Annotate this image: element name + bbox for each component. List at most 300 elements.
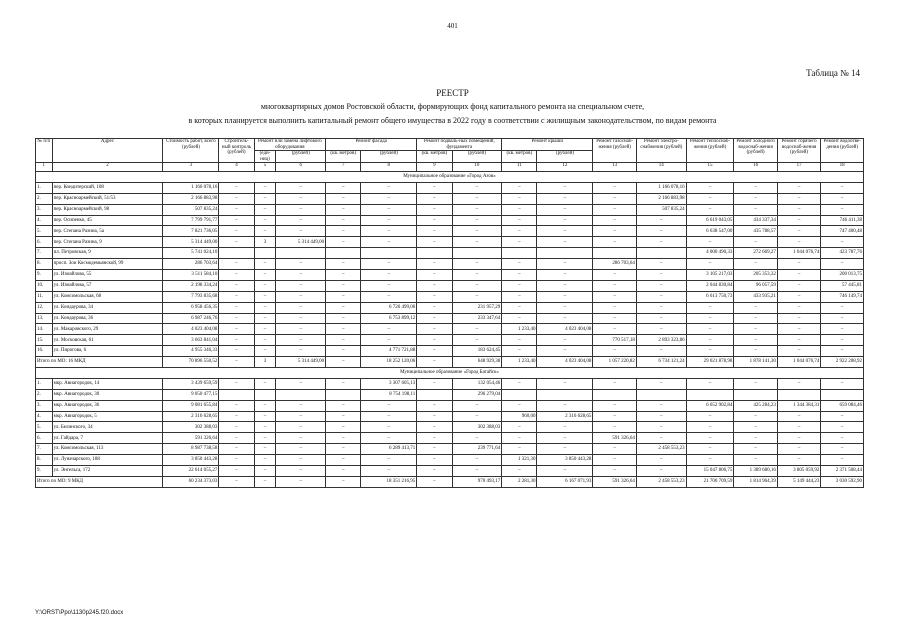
table-cell: –: [734, 335, 778, 346]
table-cell: –: [276, 324, 326, 335]
table-cell: 6 753 899,12: [361, 313, 417, 324]
table-row: [36, 291, 864, 302]
table-cell: 1.: [36, 378, 53, 389]
table-cell: –: [452, 433, 502, 444]
table-cell: –: [593, 378, 637, 389]
table-cell: –: [326, 193, 361, 204]
table-cell: 14.: [36, 324, 53, 335]
table-cell: –: [219, 324, 254, 335]
table-cell: –: [452, 335, 502, 346]
table-cell: –: [254, 302, 276, 313]
table-cell: 231 957,29: [452, 302, 502, 313]
table-cell: –: [821, 335, 864, 346]
total-cell: 1 044 076,74: [777, 357, 821, 368]
table-cell: –: [219, 433, 254, 444]
table-cell: –: [219, 422, 254, 433]
table-cell: –: [326, 204, 361, 215]
table-cell: [326, 389, 361, 400]
table-cell: –: [254, 444, 276, 455]
table-cell: –: [502, 378, 537, 389]
table-cell: –: [452, 204, 502, 215]
address-cell: ул. Энгельса, 172: [52, 466, 163, 477]
table-cell: –: [593, 204, 637, 215]
table-cell: –: [636, 422, 686, 433]
table-cell: –: [417, 313, 452, 324]
table-cell: –: [276, 335, 326, 346]
table-cell: –: [734, 455, 778, 466]
table-cell: –: [636, 433, 686, 444]
table-cell: –: [361, 280, 417, 291]
table-cell: –: [361, 291, 417, 302]
table-cell: –: [686, 422, 734, 433]
table-cell: –: [219, 346, 254, 357]
table-cell: –: [537, 182, 593, 193]
table-cell: –: [219, 226, 254, 237]
total-cell: –: [417, 476, 452, 487]
table-cell: 2 316 628,65: [163, 411, 219, 422]
table-cell: –: [219, 455, 254, 466]
table-cell: 6 289 413,71: [361, 444, 417, 455]
table-cell: [537, 248, 593, 259]
table-cell: –: [326, 182, 361, 193]
table-cell: –: [276, 455, 326, 466]
table-cell: 233 347,64: [452, 313, 502, 324]
table-cell: –: [417, 466, 452, 477]
table-cell: –: [254, 466, 276, 477]
header-address: Адрес: [52, 139, 163, 163]
table-cell: –: [636, 313, 686, 324]
table-cell: –: [254, 182, 276, 193]
table-cell: –: [361, 215, 417, 226]
table-cell: [777, 389, 821, 400]
table-cell: 5 741 024,10: [163, 248, 219, 259]
header-cold: Ремонт холодного водоснаб-жения (рублей): [734, 139, 778, 163]
table-cell: 1 389 680,16: [734, 466, 778, 477]
table-cell: –: [276, 291, 326, 302]
table-cell: –: [326, 422, 361, 433]
table-cell: 5.: [36, 422, 53, 433]
table-cell: –: [326, 302, 361, 313]
table-cell: –: [276, 204, 326, 215]
header-control: Строитель-ный контроль (рублей): [219, 139, 254, 163]
table-cell: 7 799 791,77: [163, 215, 219, 226]
table-cell: –: [636, 291, 686, 302]
table-cell: –: [326, 444, 361, 455]
table-cell: –: [777, 226, 821, 237]
header-facade-rub: (рублей): [361, 151, 417, 163]
table-cell: –: [254, 280, 276, 291]
table-cell: –: [502, 237, 537, 248]
table-row: [36, 346, 864, 357]
total-cell: –: [254, 476, 276, 487]
section-header-row: [36, 368, 864, 379]
table-cell: –: [276, 193, 326, 204]
table-cell: –: [417, 400, 452, 411]
table-cell: 3 663 841,04: [163, 335, 219, 346]
table-cell: –: [777, 237, 821, 248]
table-cell: 659 084,46: [821, 400, 864, 411]
table-cell: –: [686, 433, 734, 444]
header-basement: Ремонт подваль-ных помещений, фундамента: [417, 139, 502, 151]
table-cell: –: [326, 378, 361, 389]
table-cell: 15.: [36, 335, 53, 346]
table-cell: 3: [254, 237, 276, 248]
table-cell: –: [326, 215, 361, 226]
table-row: [36, 378, 864, 389]
table-cell: –: [593, 193, 637, 204]
table-cell: 15 047 806,75: [686, 466, 734, 477]
total-row: [36, 476, 864, 487]
table-cell: –: [326, 324, 361, 335]
table-row: [36, 433, 864, 444]
total-cell: 1 057 220,82: [593, 357, 637, 368]
table-cell: –: [821, 182, 864, 193]
table-label: Таблица № 14: [806, 68, 860, 78]
table-cell: –: [502, 204, 537, 215]
table-cell: 6 652 902,84: [686, 400, 734, 411]
table-cell: –: [326, 270, 361, 281]
address-cell: ул. Комсомольская, 113: [52, 444, 163, 455]
table-cell: 5.: [36, 226, 53, 237]
total-cell: 4 023 404,08: [537, 357, 593, 368]
table-cell: –: [636, 378, 686, 389]
table-cell: 2.: [36, 389, 53, 400]
table-cell: [219, 389, 254, 400]
table-cell: 10.: [36, 280, 53, 291]
table-cell: 6 613 750,73: [686, 291, 734, 302]
table-cell: –: [686, 259, 734, 270]
table-cell: –: [777, 215, 821, 226]
header-hot: Ремонт горячего водоснаб-жения (рублей): [777, 139, 821, 163]
table-cell: –: [686, 378, 734, 389]
table-cell: 183 624,45: [452, 346, 502, 357]
table-cell: –: [502, 270, 537, 281]
table-cell: 960,00: [502, 411, 537, 422]
table-cell: –: [219, 400, 254, 411]
table-row: [36, 248, 864, 259]
table-cell: –: [361, 193, 417, 204]
table-cell: –: [417, 411, 452, 422]
header-basement-m: (кв. метров): [417, 151, 452, 163]
table-cell: –: [537, 291, 593, 302]
table-row: [36, 259, 864, 270]
table-cell: 3.: [36, 400, 53, 411]
table-cell: –: [686, 335, 734, 346]
column-number: 9: [417, 163, 452, 172]
table-cell: –: [417, 259, 452, 270]
table-cell: 3.: [36, 204, 53, 215]
table-cell: –: [821, 346, 864, 357]
table-cell: –: [276, 400, 326, 411]
table-row: [36, 226, 864, 237]
table-cell: –: [361, 237, 417, 248]
table-cell: –: [593, 215, 637, 226]
table-cell: 205 353,32: [734, 270, 778, 281]
table-cell: [452, 248, 502, 259]
table-cell: –: [254, 433, 276, 444]
table-cell: [254, 389, 276, 400]
total-cell: 5 314 449,00: [276, 357, 326, 368]
table-cell: [502, 389, 537, 400]
address-cell: пер. Красноармейский, 98: [52, 204, 163, 215]
table-row: [36, 270, 864, 281]
page-number: 401: [447, 22, 458, 30]
table-cell: [686, 389, 734, 400]
document-subtitle-line2: в которых планируется выполнить капитальный ремонт общего имущества в 2022 году в соответствии с жилищным законодательством, по видам ремонта: [188, 116, 717, 125]
table-cell: –: [734, 204, 778, 215]
table-cell: –: [254, 313, 276, 324]
table-cell: –: [361, 433, 417, 444]
table-row: [36, 466, 864, 477]
table-cell: [593, 248, 637, 259]
table-cell: –: [502, 182, 537, 193]
table-cell: –: [452, 280, 502, 291]
table-cell: 3 850 443,28: [163, 455, 219, 466]
table-cell: –: [777, 270, 821, 281]
total-label: Итого по МО: 9 МКД: [36, 476, 163, 487]
table-cell: 8 987 738,58: [163, 444, 219, 455]
table-cell: 4.: [36, 215, 53, 226]
table-cell: –: [593, 422, 637, 433]
table-cell: –: [636, 411, 686, 422]
table-cell: 16.: [36, 346, 53, 357]
table-cell: –: [254, 270, 276, 281]
table-cell: –: [502, 466, 537, 477]
table-cell: –: [326, 466, 361, 477]
table-row: [36, 324, 864, 335]
table-cell: –: [686, 182, 734, 193]
table-cell: –: [276, 313, 326, 324]
table-cell: –: [326, 400, 361, 411]
table-cell: –: [636, 226, 686, 237]
table-cell: –: [452, 193, 502, 204]
total-cell: 1 233,40: [502, 357, 537, 368]
column-number: 12: [537, 163, 593, 172]
column-number: 2: [52, 163, 163, 172]
table-cell: –: [821, 444, 864, 455]
table-row: [36, 215, 864, 226]
table-cell: –: [537, 335, 593, 346]
table-cell: –: [537, 270, 593, 281]
total-cell: 6 734 121,24: [636, 357, 686, 368]
table-cell: –: [219, 259, 254, 270]
table-cell: –: [502, 193, 537, 204]
table-cell: –: [593, 346, 637, 357]
header-lift: Ремонт или замена лифтового оборудования: [254, 139, 325, 151]
table-cell: –: [777, 280, 821, 291]
table-cell: –: [417, 324, 452, 335]
table-cell: –: [537, 378, 593, 389]
table-cell: 4 000 490,33: [686, 248, 734, 259]
total-label: Итого по МО: 16 МКД: [36, 357, 163, 368]
table-cell: 12.: [36, 302, 53, 313]
table-cell: –: [777, 444, 821, 455]
address-cell: мкр. Авиагородок, 14: [52, 378, 163, 389]
table-row: [36, 411, 864, 422]
column-numbers-row: [36, 163, 864, 172]
table-cell: 6 987 246,76: [163, 313, 219, 324]
table-row: [36, 193, 864, 204]
table-cell: –: [361, 270, 417, 281]
table-cell: –: [452, 455, 502, 466]
table-cell: –: [361, 466, 417, 477]
table-row: [36, 455, 864, 466]
table-cell: 1 166 078,16: [636, 182, 686, 193]
table-cell: –: [326, 346, 361, 357]
column-number: 15: [686, 163, 734, 172]
table-cell: –: [777, 182, 821, 193]
header-heat: Ремонт теплоснаб-жения (рублей): [686, 139, 734, 163]
table-cell: –: [821, 204, 864, 215]
table-cell: –: [276, 466, 326, 477]
table-cell: –: [219, 444, 254, 455]
table-cell: 6.: [36, 237, 53, 248]
address-cell: пер. Степана Разина, 9: [52, 237, 163, 248]
header-roof: Ремонт крыши: [502, 139, 593, 151]
table-cell: –: [593, 291, 637, 302]
address-cell: мкр. Авиагородок, 36: [52, 400, 163, 411]
table-cell: –: [537, 204, 593, 215]
address-cell: пл. Петровская, 9: [52, 248, 163, 259]
table-cell: –: [636, 302, 686, 313]
table-cell: –: [502, 280, 537, 291]
table-cell: –: [636, 455, 686, 466]
table-cell: [636, 248, 686, 259]
header-lift-rub: (рублей): [276, 151, 326, 163]
table-cell: –: [452, 411, 502, 422]
table-cell: [361, 248, 417, 259]
table-cell: 6.: [36, 433, 53, 444]
table-cell: –: [734, 411, 778, 422]
table-cell: –: [734, 378, 778, 389]
table-cell: –: [326, 411, 361, 422]
header-basement-rub: (рублей): [452, 151, 502, 163]
table-cell: 433 935,21: [734, 291, 778, 302]
total-cell: 60 234 373,03: [163, 476, 219, 487]
table-cell: –: [361, 324, 417, 335]
address-cell: ул. Луначарского, 188: [52, 455, 163, 466]
table-cell: –: [537, 237, 593, 248]
table-cell: –: [777, 313, 821, 324]
table-cell: –: [417, 204, 452, 215]
table-cell: –: [254, 215, 276, 226]
table-cell: –: [686, 193, 734, 204]
table-cell: –: [254, 411, 276, 422]
table-cell: –: [254, 335, 276, 346]
total-cell: –: [417, 357, 452, 368]
table-cell: –: [219, 280, 254, 291]
table-cell: –: [593, 302, 637, 313]
table-cell: –: [417, 455, 452, 466]
header-facade-m: (кв. метров): [326, 151, 361, 163]
table-cell: –: [417, 422, 452, 433]
table-cell: 6 638 547,00: [686, 226, 734, 237]
table-cell: –: [219, 215, 254, 226]
table-row: [36, 422, 864, 433]
table-cell: 4.: [36, 411, 53, 422]
table-cell: [821, 389, 864, 400]
table-cell: 507 835,24: [636, 204, 686, 215]
table-cell: –: [254, 226, 276, 237]
table-cell: 272 669,27: [734, 248, 778, 259]
table-cell: –: [686, 444, 734, 455]
table-cell: –: [502, 433, 537, 444]
table-cell: –: [686, 313, 734, 324]
table-cell: –: [361, 400, 417, 411]
document-subtitle-line1: многоквартирных домов Ростовской области, формирующих фонд капитального ремонта на специальном счете,: [260, 102, 645, 111]
column-number: 6: [276, 163, 326, 172]
table-cell: –: [734, 313, 778, 324]
table-cell: –: [777, 378, 821, 389]
table-cell: 3 805 059,92: [777, 466, 821, 477]
table-cell: –: [821, 411, 864, 422]
table-cell: –: [326, 313, 361, 324]
table-cell: 1.: [36, 182, 53, 193]
table-row: [36, 237, 864, 248]
header-lift-units: (еди-ниц): [254, 151, 276, 163]
table-cell: –: [686, 237, 734, 248]
section-title: Муниципальное образование «Город Азов»: [36, 172, 864, 183]
table-cell: –: [219, 466, 254, 477]
table-body: [36, 172, 864, 488]
table-cell: [417, 389, 452, 400]
table-cell: –: [452, 466, 502, 477]
total-cell: –: [326, 476, 361, 487]
total-cell: 18 252 120,06: [361, 357, 417, 368]
table-cell: 7 793 835,68: [163, 291, 219, 302]
table-cell: 434 337,34: [734, 215, 778, 226]
table-cell: –: [452, 226, 502, 237]
table-cell: –: [417, 193, 452, 204]
table-row: [36, 400, 864, 411]
table-cell: 9.: [36, 466, 53, 477]
table-cell: –: [219, 291, 254, 302]
table-cell: 132 054,46: [452, 378, 502, 389]
table-cell: –: [734, 237, 778, 248]
table-cell: –: [502, 346, 537, 357]
table-cell: –: [821, 422, 864, 433]
total-cell: 1 814 964,39: [734, 476, 778, 487]
address-cell: пер. Осипенко, 45: [52, 215, 163, 226]
table-cell: –: [254, 291, 276, 302]
table-cell: –: [502, 422, 537, 433]
table-cell: –: [417, 280, 452, 291]
table-cell: –: [777, 335, 821, 346]
table-cell: –: [537, 226, 593, 237]
table-cell: 4 771 721,88: [361, 346, 417, 357]
table-cell: 302 388,03: [452, 422, 502, 433]
total-cell: 70 896 550,52: [163, 357, 219, 368]
address-cell: ул. Измайлова, 57: [52, 280, 163, 291]
footer-file-path: Y:\ORST\Ppo\1130p245.f20.docx: [35, 610, 124, 616]
table-cell: 507 835,24: [163, 204, 219, 215]
table-cell: 96 057,59: [734, 280, 778, 291]
table-cell: –: [537, 444, 593, 455]
table-cell: –: [636, 259, 686, 270]
table-cell: –: [734, 444, 778, 455]
address-cell: пер. Степана Разина, 5а: [52, 226, 163, 237]
document-title: РЕЕСТР: [436, 88, 469, 98]
table-cell: –: [502, 302, 537, 313]
table-cell: –: [537, 400, 593, 411]
table-cell: –: [636, 270, 686, 281]
column-number: 10: [452, 163, 502, 172]
address-cell: ул. Макаровского, 29: [52, 324, 163, 335]
table-cell: –: [537, 280, 593, 291]
table-row: [36, 389, 864, 400]
table-cell: –: [636, 280, 686, 291]
table-cell: 302 388,03: [163, 422, 219, 433]
